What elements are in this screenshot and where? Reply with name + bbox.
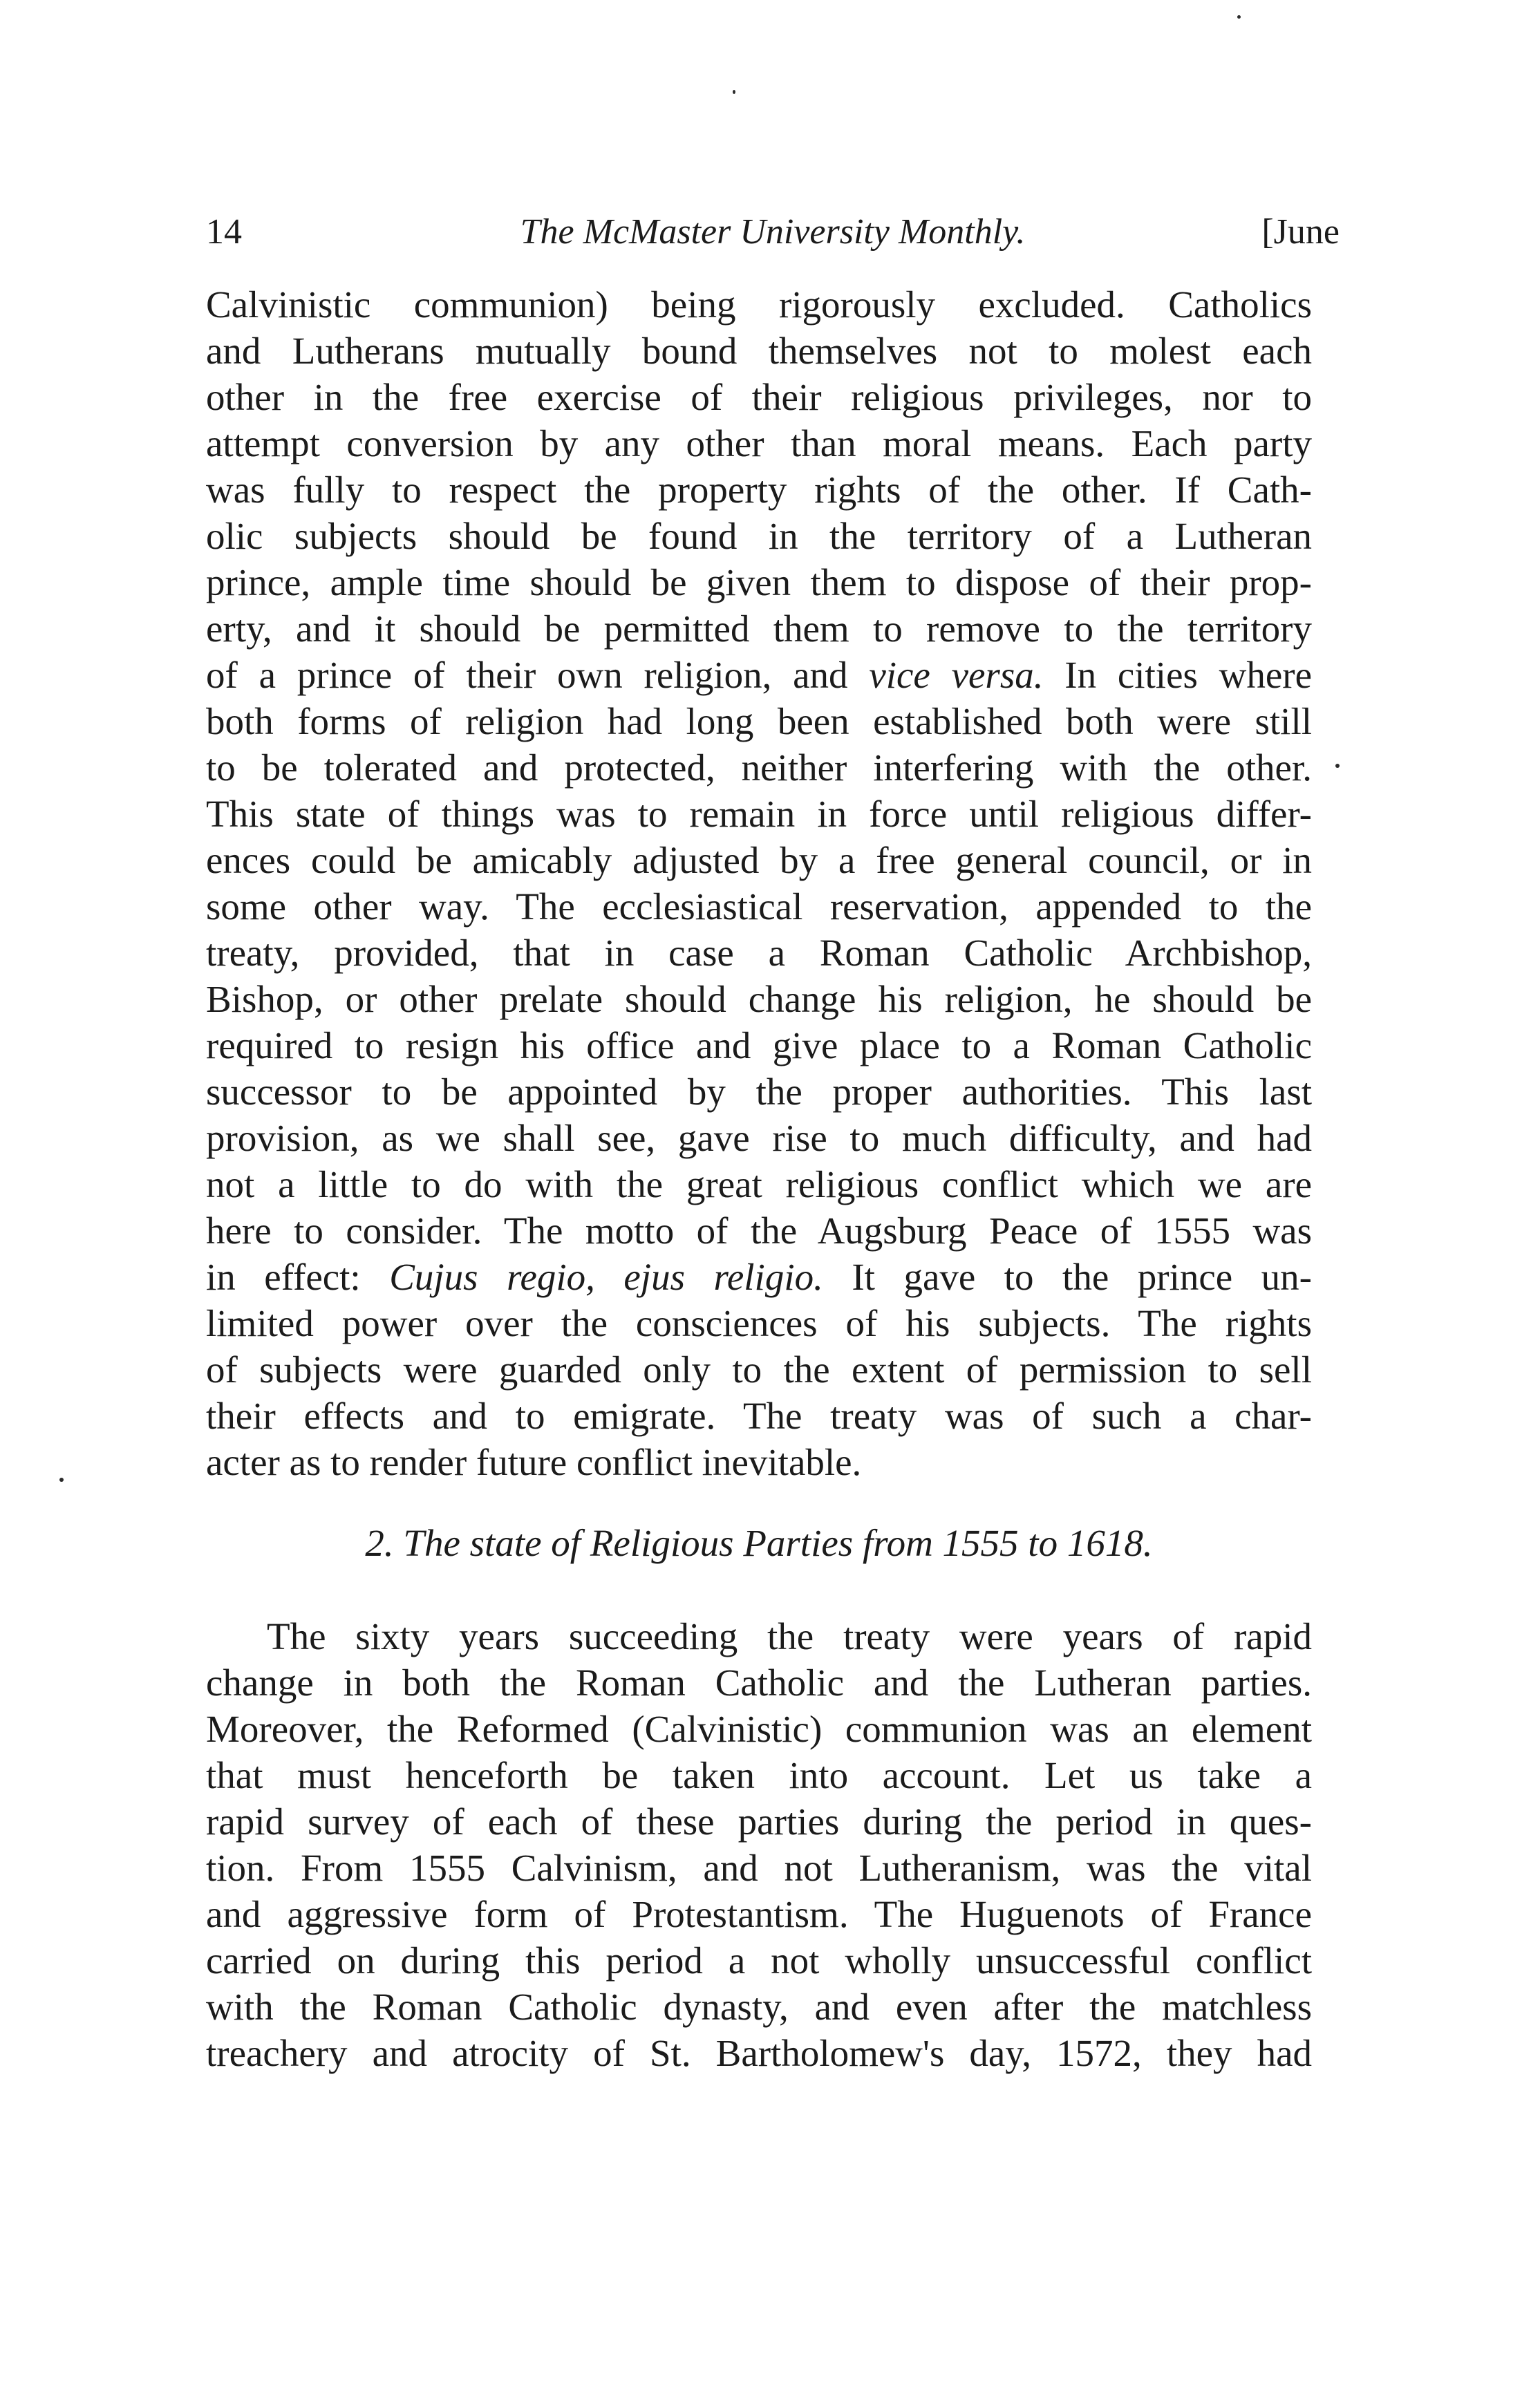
text-line: and aggressive form of Protestantism. The Huguenots of France — [206, 1893, 1312, 1935]
text-line: attempt conversion by any other than moral means. Each party — [206, 422, 1312, 464]
text-span: It gave to the prince un- — [852, 1256, 1312, 1298]
text-line: rapid survey of each of these parties during the period in ques- — [206, 1800, 1312, 1843]
text-line: ences could be amicably adjusted by a free general council, or in — [206, 839, 1312, 881]
text-line: of subjects were guarded only to the extent of permission to sell — [206, 1348, 1312, 1391]
text-line — [206, 1254, 1312, 1300]
text-line: Bishop, or other prelate should change his religion, he should be — [206, 978, 1312, 1020]
text-line: olic subjects should be found in the territory of a Lutheran — [206, 515, 1312, 557]
ink-speck — [59, 1478, 64, 1482]
text-line: here to consider. The motto of the Augsburg Peace of 1555 was — [206, 1210, 1312, 1252]
text-line: their effects and to emigrate. The treaty was of such a char- — [206, 1395, 1312, 1437]
ink-speck — [733, 90, 735, 94]
ink-speck — [1237, 15, 1241, 19]
text-line: limited power over the consciences of his subjects. The rights — [206, 1302, 1312, 1344]
text-line: The sixty years succeeding the treaty were years of rapid — [267, 1615, 1312, 1657]
text-line: both forms of religion had long been established both were still — [206, 700, 1312, 742]
text-line: tion. From 1555 Calvinism, and not Lutheranism, was the vital — [206, 1847, 1312, 1889]
page-number: 14 — [206, 212, 242, 252]
section-heading: 2. The state of Religious Parties from 1555 to 1618. — [365, 1522, 1153, 1564]
text-line: to be tolerated and protected, neither interfering with the other. — [206, 746, 1312, 789]
text-line: successor to be appointed by the proper authorities. This last — [206, 1071, 1312, 1113]
text-line: change in both the Roman Catholic and the Lutheran parties. — [206, 1662, 1312, 1704]
text-span: In cities where — [1064, 654, 1313, 696]
text-line: treachery and atrocity of St. Bartholomew's day, 1572, they had — [206, 2032, 1312, 2074]
text-line: Calvinistic communion) being rigorously excluded. Catholics — [206, 283, 1312, 326]
text-line: erty, and it should be permitted them to remove to the territory — [206, 608, 1312, 650]
text-line: was fully to respect the property rights of the other. If Cath- — [206, 469, 1312, 511]
text-line: acter as to render future conflict inevitable. — [206, 1441, 862, 1483]
text-line: prince, ample time should be given them to dispose of their prop- — [206, 561, 1312, 603]
text-line: carried on during this period a not wholly unsuccessful conflict — [206, 1939, 1312, 1982]
text-span: of a prince of their own religion, and — [206, 654, 848, 696]
text-line: some other way. The ecclesiastical reservation, appended to the — [206, 885, 1312, 928]
running-title: The McMaster University Monthly. — [520, 212, 1026, 252]
ink-speck — [1335, 764, 1340, 768]
text-line: and Lutherans mutually bound themselves not to molest each — [206, 330, 1312, 372]
text-line: with the Roman Catholic dynasty, and even after the matchless — [206, 1986, 1312, 2028]
text-line: This state of things was to remain in force until religious differ- — [206, 793, 1312, 835]
text-line: that must henceforth be taken into account. Let us take a — [206, 1754, 1312, 1796]
italic-phrase: vice versa. — [869, 654, 1044, 696]
running-date: [June — [1261, 212, 1340, 252]
text-line: not a little to do with the great religious conflict which we are — [206, 1163, 1312, 1205]
running-header — [206, 205, 1340, 260]
italic-phrase: Cujus regio, ejus religio. — [389, 1256, 823, 1298]
text-span: in effect: — [206, 1256, 361, 1298]
text-line: treaty, provided, that in case a Roman Catholic Archbishop, — [206, 932, 1312, 974]
text-line: Moreover, the Reformed (Calvinistic) communion was an element — [206, 1708, 1312, 1750]
text-line: provision, as we shall see, gave rise to much difficulty, and had — [206, 1117, 1312, 1159]
text-line: other in the free exercise of their religious privileges, nor to — [206, 376, 1312, 418]
text-line — [206, 652, 1312, 698]
text-line: required to resign his office and give place to a Roman Catholic — [206, 1024, 1312, 1066]
